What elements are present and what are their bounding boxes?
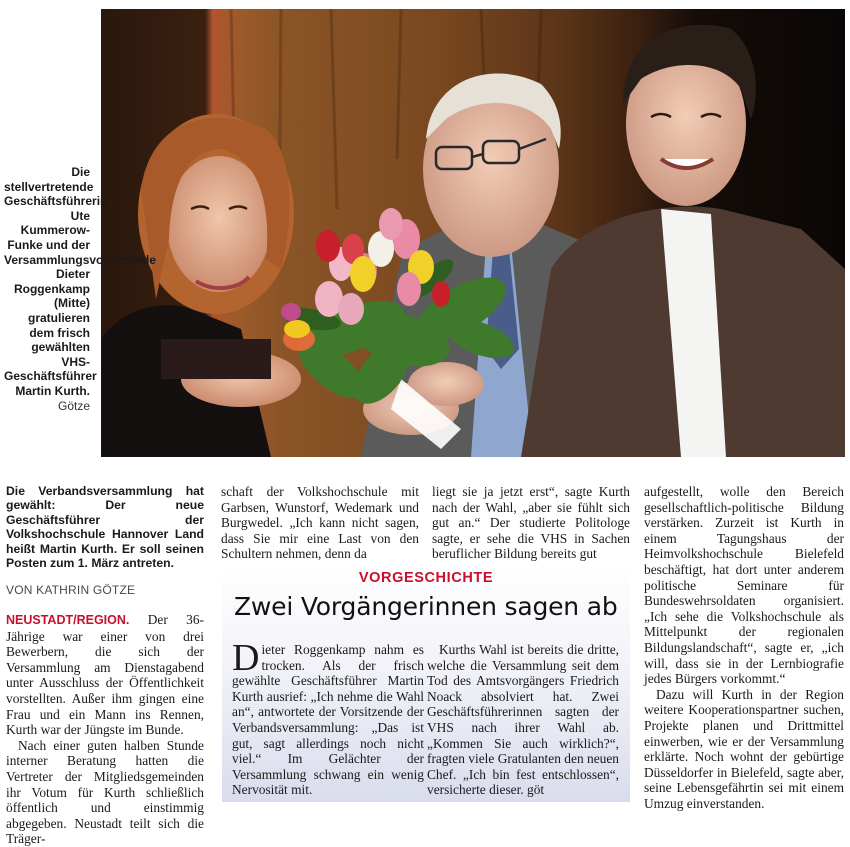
dateline: NEUSTADT/REGION. [6,613,130,628]
byline: VON KATHRIN GÖTZE [6,583,136,598]
article-paragraph-1 [6,612,204,738]
drop-cap: D [232,637,260,679]
article-paragraph-2-cont2: liegt sie ja jetzt erst“, sagte Kurth nach der Wahl, „aber sie fühlt sich gut an.“ Der studierte Politologe sagte, er sehe die VHS in Sachen beruflicher Bildung bereits gut [432,484,630,562]
infobox-column-1 [232,637,424,798]
article-column-4 [644,484,844,811]
infobox-paragraph-1-text: ieter Roggenkamp nahm es trocken. Als der frisch gewählte Geschäftsführer Martin Kurth ausrief: „Ich nehme die Wahl an“, antwortete der Vorsitzende der Verbandsversammlung: „Das ist gut, sagt allerdings noch nicht viel.“ Im Gelächter der Versammlung schwang ein wenig Nervosität mit. [232,642,424,798]
infobox-kicker: VORGESCHICHTE [358,570,494,586]
infobox-paragraph-1 [232,637,424,798]
article-column-1 [6,484,204,847]
article-paragraph-2: Nach einer guten halben Stunde interner Beratung hatten die Vertreter der Mitgliedsgemeinden ihr Votum für Kurth schließlich öffentlich und einstimmig abgegeben. Neustadt teilt sich die Träger- [6,737,204,847]
infobox-paragraph-2: Kurths Wahl ist bereits die dritte, welche die Versammlung seit dem Tod des Amtsvorgängers Friedrich Noack absolviert hat. Zwei Geschäftsführerinnen sagten der VHS nach ihrer Wahl ab. „Kommen Sie auch wirklich?“, fragten viele Gratulanten den neuen Chef. „Ich bin fest entschlossen“, versicherte dieser. göt [427,642,619,798]
infobox-column-2 [427,642,619,798]
photo-credit: Götze [57,398,90,413]
article-paragraph-3: aufgestellt, wolle den Bereich gesellschaftlich-politische Bildung verstärken. Zurzeit ist Kurth in einem Tagungshaus der Heimvolkshochschule Bielefeld beschäftigt, hat dort unter anderem politische Seminare für Bundeswehrsoldaten organisiert. „Ich sehe die Volkshochschule als Mittelpunkt der regionalen Bildungslandschaft“, sagte er, „ich will, dass sie in der Lernbiografie jedes Bürgers vorkommt.“ [644,484,844,687]
article-column-2 [221,484,419,562]
article-lead: Die Verbandsversammlung hat gewählt: Der neue Geschäftsführer der Volkshochschule Hannover Land heißt Martin Kurth. Er soll seinen Posten zum 1. März antreten. [6,484,204,571]
paragraph-text: Der 36-Jährige war einer von drei Bewerbern, die sich der Versammlung am Dienstagabend unter Ausschluss der Öffentlichkeit vorstellten. Außer ihm gingen eine Frau und ein Mann ins Rennen, Kurth war der Jüngste im Bunde. [6,612,204,738]
caption-text: Die stellvertretende Geschäftsführerin Ute Kummerow-Funke und der Versammlungsvorsitzende Dieter Roggenkamp (Mitte) gratulieren dem frisch gewählten VHS-Geschäftsführer Martin Kurth. [4,165,157,398]
photo-caption [4,165,157,413]
infobox-vorgeschichte [222,566,630,802]
infobox-headline: Zwei Vorgängerinnen sagen ab [234,592,618,621]
photo-illustration [101,9,845,457]
article-paragraph-2-cont: schaft der Volkshochschule mit Garbsen, Wunstorf, Wedemark und Burgwedel. „Ich kann nicht sagen, dass Sie mir eine Last von den Schultern nehmen, denn da [221,484,419,562]
article-column-3 [432,484,630,562]
article-paragraph-4: Dazu will Kurth in der Region weitere Kooperationspartner suchen, Projekte planen und Drittmittel einwerben, wie er der Versammlung erklärte. Noch wohnt der gebürtige Düsseldorfer in Bielefeld, sagte aber, seine Lebensgefährtin sei mit einem Umzug einverstanden. [644,686,844,811]
article-photo [101,9,845,457]
